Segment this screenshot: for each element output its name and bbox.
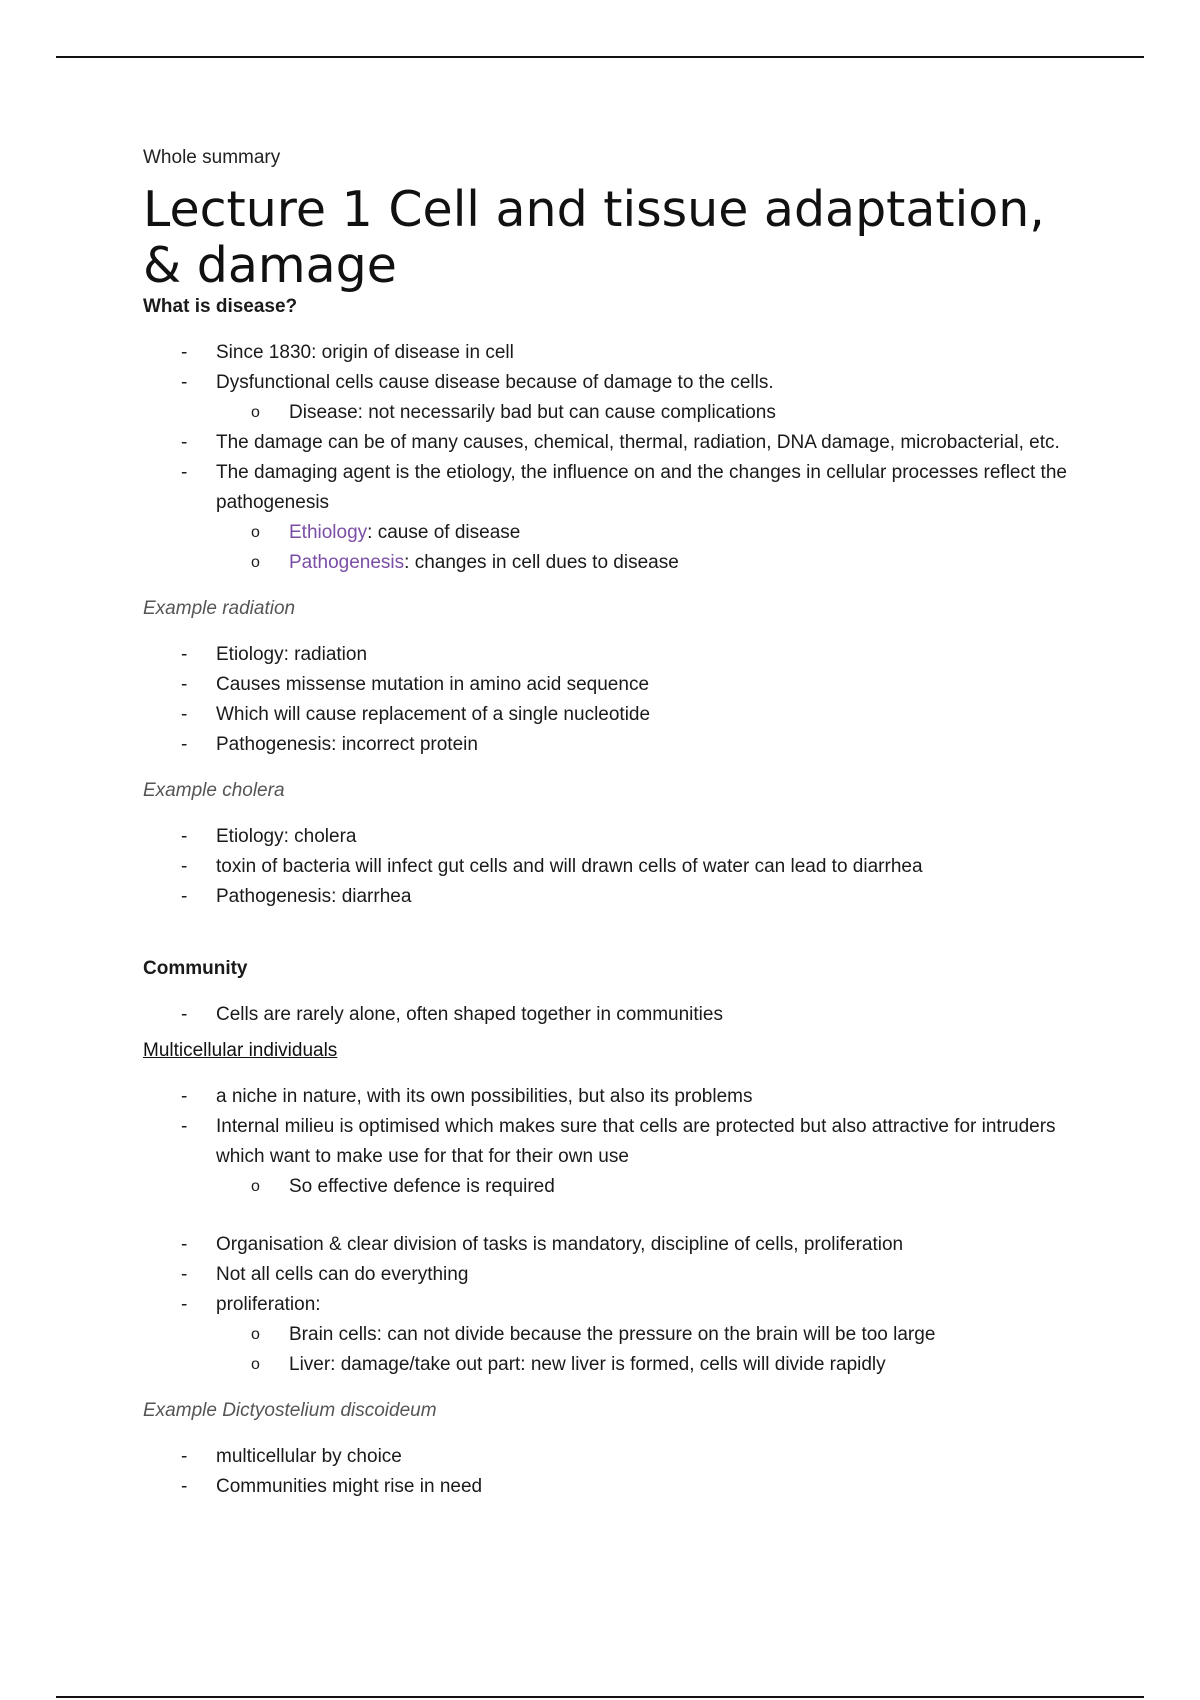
list-item: - Organisation & clear division of tasks is mandatory, discipline of cells, proliferation [143,1230,1083,1260]
dash-bullet: - [181,826,188,847]
sub-list-item: o Pathogenesis: changes in cell dues to disease [143,548,1083,578]
circle-bullet: o [251,524,260,541]
top-rule [56,56,1144,58]
page-title: Lecture 1 Cell and tissue adaptation, & damage [143,181,1045,294]
section-heading-disease: What is disease? [143,296,298,317]
circle-bullet: o [251,1356,260,1373]
sub-list-item: o Brain cells: can not divide because the pressure on the brain will be too large [143,1320,1083,1350]
circle-bullet: o [251,1178,260,1195]
dash-bullet: - [181,644,188,665]
circle-bullet: o [251,554,260,571]
section-heading-radiation: Example radiation [143,598,296,619]
dash-bullet: - [181,342,188,363]
list-item: - a niche in nature, with its own possibilities, but also its problems [143,1082,1083,1112]
disease-sublist-1 [143,398,1083,428]
dash-bullet: - [181,674,188,695]
list-item: - Not all cells can do everything [143,1260,1083,1290]
bottom-rule [56,1696,1144,1698]
cholera-list [143,822,1083,912]
list-item: - The damaging agent is the etiology, the influence on and the changes in cellular processes reflect the pathogenesis [143,458,1083,518]
disease-sublist-2 [143,518,1083,578]
list-item: - proliferation: [143,1290,1083,1320]
list-item: - Since 1830: origin of disease in cell [143,338,1083,368]
list-item: - Causes missense mutation in amino acid sequence [143,670,1083,700]
dash-bullet: - [181,1234,188,1255]
section-heading-cholera: Example cholera [143,780,285,801]
dash-bullet: - [181,886,188,907]
list-item: - Internal milieu is optimised which makes sure that cells are protected but also attractive for intruders which want to make use for that for their own use [143,1112,1083,1172]
list-item: - toxin of bacteria will infect gut cells and will drawn cells of water can lead to diarrhea [143,852,1083,882]
dash-bullet: - [181,704,188,725]
dictyostelium-list [143,1442,1083,1502]
document-label: Whole summary [143,147,281,168]
multicellular-list-cont [143,1230,1083,1320]
dash-bullet: - [181,1004,188,1025]
list-item: - Cells are rarely alone, often shaped together in communities [143,1000,1083,1030]
multicellular-sublist-2 [143,1320,1083,1380]
section-heading-community: Community [143,958,248,979]
dash-bullet: - [181,372,188,393]
list-item: - Communities might rise in need [143,1472,1083,1502]
sub-list-item: o So effective defence is required [143,1172,1083,1202]
dash-bullet: - [181,1294,188,1315]
disease-list [143,338,1083,398]
list-item: - Pathogenesis: incorrect protein [143,730,1083,760]
dash-bullet: - [181,1476,188,1497]
sub-list-item: o Ethiology: cause of disease [143,518,1083,548]
list-item: - The damage can be of many causes, chemical, thermal, radiation, DNA damage, microbacterial, etc. [143,428,1083,458]
list-item: - multicellular by choice [143,1442,1083,1472]
community-list [143,1000,1083,1030]
section-heading-dictyostelium: Example Dictyostelium discoideum [143,1400,437,1421]
term-ethiology: Ethiology [289,522,368,543]
sub-list-item: o Disease: not necessarily bad but can cause complications [143,398,1083,428]
list-item: - Which will cause replacement of a single nucleotide [143,700,1083,730]
list-item: - Etiology: radiation [143,640,1083,670]
multicellular-sublist-1 [143,1172,1083,1202]
document-body [143,146,1083,1502]
list-item: - Etiology: cholera [143,822,1083,852]
dash-bullet: - [181,462,188,483]
list-item: - Pathogenesis: diarrhea [143,882,1083,912]
dash-bullet: - [181,1116,188,1137]
radiation-list [143,640,1083,760]
dash-bullet: - [181,1446,188,1467]
circle-bullet: o [251,404,260,421]
term-pathogenesis: Pathogenesis [289,552,405,573]
dash-bullet: - [181,856,188,877]
circle-bullet: o [251,1326,260,1343]
list-item: - Dysfunctional cells cause disease because of damage to the cells. [143,368,1083,398]
dash-bullet: - [181,1264,188,1285]
sub-list-item: o Liver: damage/take out part: new liver is formed, cells will divide rapidly [143,1350,1083,1380]
dash-bullet: - [181,1086,188,1107]
dash-bullet: - [181,432,188,453]
disease-list-cont [143,428,1083,518]
dash-bullet: - [181,734,188,755]
section-heading-multicellular: Multicellular individuals [143,1040,338,1061]
multicellular-list [143,1082,1083,1172]
